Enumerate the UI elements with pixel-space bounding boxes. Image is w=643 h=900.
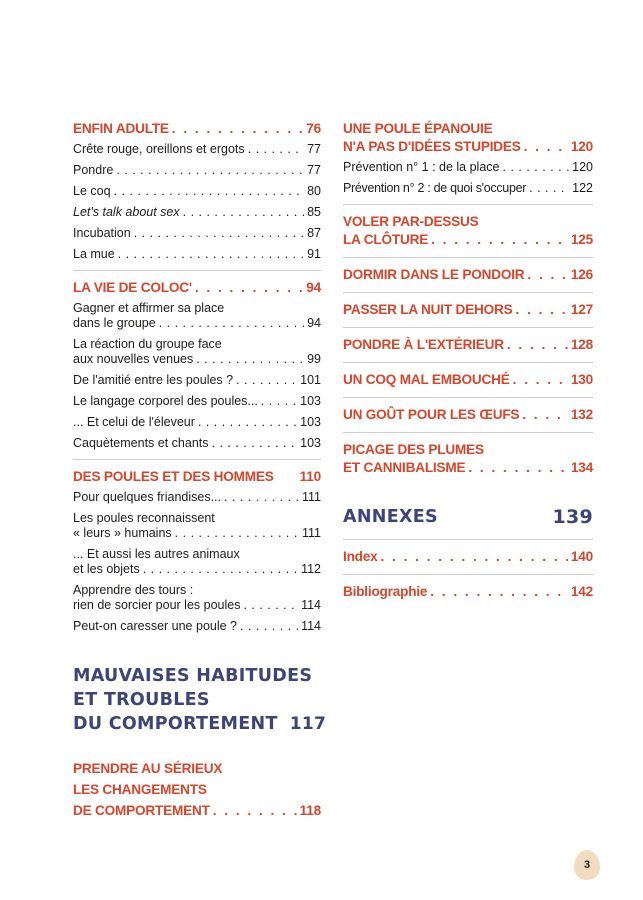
entry-page: 120 (572, 160, 593, 174)
toc-entry[interactable] (73, 205, 321, 220)
toc-entry[interactable] (73, 415, 321, 430)
section-title: Index (343, 549, 378, 564)
dot-leader (183, 205, 304, 220)
section-title-line1: UNE POULE ÉPANOUIE (343, 121, 493, 136)
entry-title-line1: Apprendre des tours : (73, 583, 194, 597)
entry-page: 111 (301, 526, 321, 540)
entry-page: 99 (307, 352, 321, 366)
toc-section-gout-oeufs[interactable] (343, 406, 593, 424)
toc-entry[interactable] (73, 490, 321, 505)
part-title-line2: ET TROUBLES (73, 690, 210, 710)
dot-leader (431, 231, 568, 249)
entry-title: rien de sorcier pour les poules (73, 598, 241, 612)
entry-title: Prévention n° 1 : de la place (343, 160, 500, 174)
dot-leader (468, 459, 568, 477)
toc-section-bibliographie[interactable] (343, 583, 593, 601)
section-page: 125 (570, 232, 593, 247)
section-page: 118 (299, 803, 321, 818)
dot-leader (243, 598, 298, 613)
toc-section-enfin-adulte[interactable] (73, 120, 321, 138)
section-title-line1: PRENDRE AU SÉRIEUX (73, 761, 223, 776)
section-title: UN GOÛT POUR LES ŒUFS (343, 407, 520, 422)
section-page: 142 (570, 584, 593, 599)
section-title: Bibliographie (343, 584, 428, 599)
toc-entry[interactable] (73, 436, 321, 451)
section-title-line2: N'A PAS D'IDÉES STUPIDES (343, 139, 521, 154)
toc-section-nuit-dehors[interactable] (343, 301, 593, 319)
entry-title: Le coq (73, 184, 111, 198)
section-title: PONDRE À L'EXTÉRIEUR (343, 337, 504, 352)
entry-page: 112 (301, 562, 321, 576)
entry-page: 111 (301, 490, 321, 504)
toc-part-annexes[interactable] (343, 505, 593, 529)
entry-page: 122 (572, 181, 593, 195)
toc-left-column (73, 120, 327, 821)
dot-leader (212, 436, 298, 451)
entry-page: 85 (307, 205, 321, 219)
entry-page: 87 (307, 226, 321, 240)
dot-leader (529, 181, 569, 196)
toc-entry[interactable] (73, 184, 321, 199)
section-divider (343, 292, 593, 293)
dot-leader (195, 279, 303, 297)
section-title: LA CLÔTURE (343, 232, 429, 247)
page-number-badge: 3 (574, 850, 600, 880)
section-page: 120 (570, 139, 593, 154)
toc-section-pondre-exterieur[interactable] (343, 336, 593, 354)
entry-page: 91 (307, 247, 321, 261)
entry-page: 77 (307, 163, 321, 177)
entry-page: 101 (300, 373, 321, 387)
toc-entry[interactable] (73, 511, 321, 541)
entry-title: et les objets (73, 562, 140, 576)
dot-leader (134, 226, 304, 241)
section-page: 134 (570, 460, 593, 475)
part-title: ANNEXES (343, 507, 438, 527)
section-page: 94 (306, 280, 321, 295)
dot-leader (118, 247, 304, 262)
dot-leader (213, 800, 297, 821)
section-title: UN COQ MAL EMBOUCHÉ (343, 372, 510, 387)
section-divider (343, 574, 593, 575)
section-title: DORMIR DANS LE PONDOIR (343, 267, 525, 282)
section-divider (73, 270, 321, 271)
dot-leader (513, 371, 568, 389)
entry-page: 114 (301, 619, 321, 633)
section-page: 132 (570, 407, 593, 422)
part-title-line1: MAUVAISES HABITUDES (73, 666, 313, 686)
entry-title: Peut-on caresser une poule ? (73, 619, 237, 633)
toc-right-column (343, 120, 593, 601)
dot-leader (248, 142, 304, 157)
entry-page: 103 (300, 394, 321, 408)
toc-entry[interactable] (73, 373, 321, 388)
entry-page: 80 (307, 184, 321, 198)
entry-title: Caquètements et chants (73, 436, 209, 450)
toc-entry[interactable] (73, 247, 321, 262)
section-title: DES POULES ET DES HOMMES (73, 469, 274, 484)
section-page: 126 (570, 267, 593, 282)
toc-entry[interactable] (73, 163, 321, 178)
toc-entry[interactable] (73, 226, 321, 241)
toc-section-vie-de-coloc[interactable] (73, 279, 321, 297)
toc-section-coq-mal-embouche[interactable] (343, 371, 593, 389)
toc-part-mauvaises-habitudes[interactable] (73, 664, 327, 736)
entry-title-line1: Gagner et affirmer sa place (73, 301, 225, 315)
toc-entry[interactable] (73, 547, 321, 577)
section-divider (343, 432, 593, 433)
dot-leader (261, 394, 297, 409)
entry-title: Incubation (73, 226, 131, 240)
dot-leader (143, 562, 298, 577)
toc-section-prendre-au-serieux[interactable] (73, 758, 321, 821)
toc-section-index[interactable] (343, 548, 593, 566)
entry-title: Le langage corporel des poules... (73, 394, 258, 408)
entry-page: 114 (301, 598, 321, 612)
dot-leader (116, 163, 304, 178)
section-page: 140 (570, 549, 593, 564)
entry-page: 103 (300, 415, 321, 429)
entry-page: 94 (307, 316, 321, 330)
dot-leader (240, 619, 298, 634)
dot-leader (198, 415, 297, 430)
entry-title: Crête rouge, oreillons et ergots (73, 142, 245, 156)
toc-section-pondoir[interactable] (343, 266, 593, 284)
toc-section-poules-et-hommes[interactable] (73, 468, 321, 486)
toc-section-voler[interactable] (343, 213, 593, 249)
entry-page: 103 (300, 436, 321, 450)
section-page: 128 (570, 337, 593, 352)
toc-entry[interactable] (73, 301, 321, 331)
entry-title-line1: ... Et aussi les autres animaux (73, 547, 240, 561)
toc-entry[interactable] (343, 181, 593, 196)
dot-leader (522, 406, 568, 424)
section-title-line1: VOLER PAR-DESSUS (343, 214, 479, 229)
dot-leader (159, 316, 304, 331)
section-divider (343, 257, 593, 258)
section-divider (343, 204, 593, 205)
section-title: ENFIN ADULTE (73, 121, 169, 136)
entry-title: ... Et celui de l'éleveur (73, 415, 195, 429)
dot-leader (236, 373, 297, 388)
section-divider (343, 397, 593, 398)
section-title-line1: PICAGE DES PLUMES (343, 442, 484, 457)
dot-leader (172, 120, 303, 138)
dot-leader (381, 548, 568, 566)
entry-title: La mue (73, 247, 115, 261)
section-title: LA VIE DE COLOC' (73, 280, 192, 295)
dot-leader (196, 352, 304, 367)
entry-title: Prévention n° 2 : de quoi s'occuper (343, 181, 527, 195)
part-page: 117 (289, 714, 327, 734)
dot-leader (516, 301, 568, 319)
dot-leader (524, 138, 568, 156)
part-page: 139 (552, 506, 593, 528)
entry-title: Pour quelques friandises... (73, 490, 222, 504)
toc-section-picage[interactable] (343, 441, 593, 477)
toc-entry[interactable] (73, 583, 321, 613)
entry-title: Let's talk about sex (73, 205, 180, 219)
entry-title: Pondre (73, 163, 114, 177)
dot-leader (503, 160, 570, 175)
section-page: 127 (570, 302, 593, 317)
part-title-line3: DU COMPORTEMENT (73, 714, 278, 734)
section-page: 110 (299, 469, 321, 484)
dot-leader (527, 266, 568, 284)
dot-leader (507, 336, 568, 354)
toc-entry[interactable] (73, 337, 321, 367)
section-title: ET CANNIBALISME (343, 460, 466, 475)
section-divider (73, 459, 321, 460)
entry-title: De l'amitié entre les poules ? (73, 373, 234, 387)
toc-section-poule-epanouie[interactable] (343, 120, 593, 156)
entry-title: dans le groupe (73, 316, 156, 330)
section-page: 130 (570, 372, 593, 387)
section-divider (343, 539, 593, 540)
entry-title: aux nouvelles venues (73, 352, 194, 366)
section-title-line2: LES CHANGEMENTS (73, 782, 207, 797)
dot-leader (224, 490, 299, 505)
toc-entry[interactable] (73, 619, 321, 634)
section-page: 76 (306, 121, 321, 136)
toc-entry[interactable] (343, 160, 593, 175)
toc-entry[interactable] (73, 394, 321, 409)
dot-leader (430, 583, 568, 601)
section-divider (343, 327, 593, 328)
section-divider (343, 362, 593, 363)
entry-title-line1: La réaction du groupe face (73, 337, 222, 351)
entry-page: 77 (307, 142, 321, 156)
toc-entry[interactable] (73, 142, 321, 157)
dot-leader (175, 526, 299, 541)
section-title: PASSER LA NUIT DEHORS (343, 302, 513, 317)
dot-leader (114, 184, 305, 199)
entry-title-line1: Les poules reconnaissent (73, 511, 215, 525)
entry-title: « leurs » humains (73, 526, 172, 540)
section-title-line3: DE COMPORTEMENT (73, 803, 210, 818)
